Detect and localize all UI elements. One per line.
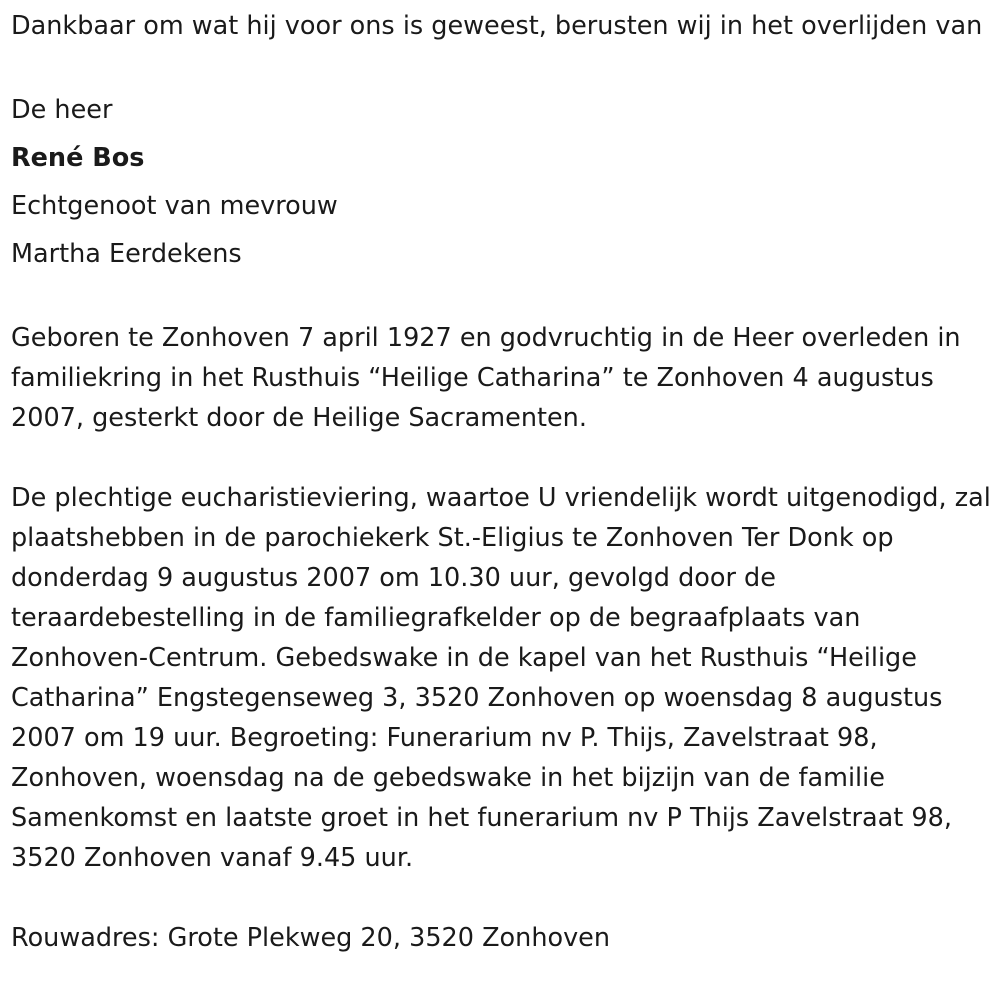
- deceased-block: [11, 86, 993, 278]
- spouse-name: Martha Eerdekens: [11, 239, 242, 269]
- ceremony-text: De plechtige eucharistieviering, waartoe U vriendelijk wordt uitgenodigd, zal plaatshebben in de parochiekerk St.-Eligius te Zonhoven Ter Donk op donderdag 9 augustus 2007 om 10.30 uur, gevolgd door de teraardebestelling in de familiegrafkelder op de begraafplaats van Zonhoven-Centrum. Gebedswake in de kapel van het Rusthuis “Heilige Catharina” Engstegenseweg 3, 3520 Zonhoven op woensdag 8 augustus 2007 om 19 uur. Begroeting: Funerarium nv P. Thijs, Zavelstraat 98, Zonhoven, woensdag na de gebedswake in het bijzijn van de familie Samenkomst en laatste groet in het funerarium nv P Thijs Zavelstraat 98, 3520 Zonhoven vanaf 9.45 uur.: [11, 483, 991, 873]
- deceased-name: René Bos: [11, 143, 145, 173]
- death-notice: [11, 6, 993, 958]
- honorific: De heer: [11, 95, 113, 125]
- intro-text: Dankbaar om wat hij voor ons is geweest, berusten wij in het overlijden van: [11, 11, 983, 41]
- spouse-label: Echtgenoot van mevrouw: [11, 191, 338, 221]
- birth-death-text: Geboren te Zonhoven 7 april 1927 en godvruchtig in de Heer overleden in familiekring in het Rusthuis “Heilige Catharina” te Zonhoven 4 augustus 2007, gesterkt door de Heilige Sacramenten.: [11, 323, 961, 433]
- mourning-address: Rouwadres: Grote Plekweg 20, 3520 Zonhoven: [11, 923, 611, 953]
